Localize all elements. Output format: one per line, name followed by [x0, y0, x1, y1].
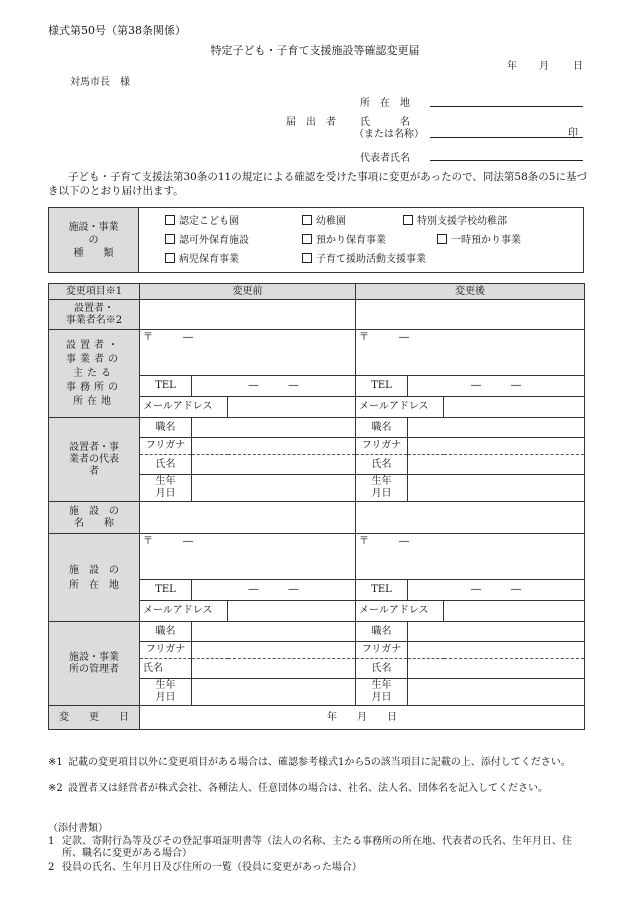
checkbox-icon: [302, 253, 312, 263]
rep-birth-label-after: 生年 月日: [356, 475, 408, 502]
facility-name-before[interactable]: [140, 502, 356, 534]
row-label-facility-name: 施 設 の 名 称: [49, 502, 140, 534]
attachment-item-2: 2 役員の氏名、生年月日及び住所の一覧（役員に変更があった場合）: [48, 862, 362, 873]
rep-birth-label-before: 生年 月日: [140, 475, 192, 502]
form-title: 特定子ども・子育て支援施設等確認変更届: [210, 44, 420, 57]
option-tokubetsu-shien[interactable]: 特別支援学校幼稚部: [403, 212, 507, 231]
row-label-operator-name: 設置者・ 事業者名※2: [49, 300, 140, 330]
option-ichiji-azukari[interactable]: 一時預かり事業: [437, 231, 521, 250]
representative-field[interactable]: [430, 160, 583, 161]
form-number: 様式第50号（第38条関係）: [48, 24, 186, 37]
option-nintei-kodomoen[interactable]: 認定こども園: [165, 212, 239, 231]
rep-furigana-label-after: フリガナ: [356, 438, 408, 455]
name-label-sub: （または名称）: [354, 129, 424, 140]
option-azukari-hoiku[interactable]: 預かり保育事業: [302, 231, 386, 250]
row-label-representative: 設置者・事 業者の代表 者: [49, 418, 140, 502]
office-tel-after[interactable]: ― ―: [408, 376, 585, 397]
checkbox-icon: [165, 253, 175, 263]
row-label-facility-address: 施 設 の 所 在 地: [49, 534, 140, 622]
rep-title-label-after: 職名: [356, 418, 408, 438]
facility-postal-after[interactable]: 〒 ―: [356, 534, 585, 580]
facility-tel-label-before: TEL: [140, 580, 192, 601]
attachment-item-1: 1 定款、寄附行為等及びその登記事項証明書等（法人の名称、主たる事務所の所在地、代表者の氏名、生年月日、住所、職名に変更がある場合）: [48, 836, 572, 859]
rep-furigana-label-before: フリガナ: [140, 438, 192, 455]
row-label-office-address: 設置者・ 事業者の 主たる 事務所の 所在地: [49, 330, 140, 418]
office-mail-label-before: メールアドレス: [140, 397, 228, 418]
facility-tel-before[interactable]: ― ―: [192, 580, 356, 601]
checkbox-icon: [165, 215, 175, 225]
mgr-title-label-after: 職名: [356, 622, 408, 642]
office-tel-label-before: TEL: [140, 376, 192, 397]
mgr-title-after[interactable]: [408, 622, 585, 642]
office-postal-after[interactable]: 〒 ―: [356, 330, 585, 376]
rep-name-label-after: 氏名: [356, 455, 408, 475]
facility-postal-before[interactable]: 〒 ―: [140, 534, 356, 580]
rep-birth-before[interactable]: [192, 475, 356, 502]
col-header-before: 変更前: [140, 284, 356, 300]
facility-mail-label-before: メールアドレス: [140, 601, 228, 622]
col-header-after: 変更後: [356, 284, 585, 300]
mgr-furigana-label-before: フリガナ: [140, 642, 192, 659]
representative-label: 代表者氏名: [360, 153, 410, 164]
rep-name-before[interactable]: [192, 455, 356, 475]
mgr-name-label-before: 氏名: [140, 659, 192, 679]
facility-type-options: [139, 208, 584, 273]
rep-title-after[interactable]: [408, 418, 585, 438]
intro-text: 子ども・子育て支援法第30条の11の規定による確認を受けた事項に変更があったので、同法第58条の5に基づき以下のとおり届け出ます。: [48, 171, 587, 197]
facility-mail-label-after: メールアドレス: [356, 601, 444, 622]
mgr-birth-before[interactable]: [192, 679, 356, 706]
office-mail-before[interactable]: [228, 397, 356, 418]
address-field[interactable]: [430, 106, 583, 107]
operator-name-after[interactable]: [356, 300, 585, 330]
rep-furigana-after[interactable]: [408, 438, 585, 455]
office-mail-label-after: メールアドレス: [356, 397, 444, 418]
facility-type-label: 施設・事業 の 種 類: [49, 208, 139, 273]
change-table: [48, 283, 585, 730]
option-ninkagai-hoiku[interactable]: 認可外保育施設: [165, 231, 249, 250]
mgr-birth-after[interactable]: [408, 679, 585, 706]
name-field[interactable]: [430, 137, 583, 138]
change-date-field[interactable]: 年 月 日: [140, 706, 585, 730]
addressee: 対馬市長 様: [70, 77, 130, 88]
facility-mail-after[interactable]: [444, 601, 585, 622]
checkbox-icon: [165, 234, 175, 244]
rep-title-label-before: 職名: [140, 418, 192, 438]
office-tel-label-after: TEL: [356, 376, 408, 397]
mgr-furigana-after[interactable]: [408, 642, 585, 659]
checkbox-icon: [302, 234, 312, 244]
rep-birth-after[interactable]: [408, 475, 585, 502]
facility-tel-label-after: TEL: [356, 580, 408, 601]
name-label: 氏 名: [360, 117, 410, 128]
rep-name-label-before: 氏名: [140, 455, 192, 475]
checkbox-icon: [403, 215, 413, 225]
mgr-birth-label-after: 生年 月日: [356, 679, 408, 706]
rep-name-after[interactable]: [408, 455, 585, 475]
option-youchien[interactable]: 幼稚園: [302, 212, 346, 231]
checkbox-icon: [437, 234, 447, 244]
note-2: ※2 設置者又は経営者が株式会社、各種法人、任意団体の場合は、社名、法人名、団体名を記入してください。: [48, 783, 548, 794]
mgr-name-before[interactable]: [192, 659, 356, 679]
mgr-furigana-before[interactable]: [192, 642, 356, 659]
office-mail-after[interactable]: [444, 397, 585, 418]
facility-type-table: [48, 207, 584, 273]
rep-furigana-before[interactable]: [192, 438, 356, 455]
operator-name-before[interactable]: [140, 300, 356, 330]
mgr-name-after[interactable]: [408, 659, 585, 679]
option-byouji-hoiku[interactable]: 病児保育事業: [165, 250, 239, 269]
row-label-manager: 施設・事業 所の管理者: [49, 622, 140, 706]
mgr-title-label-before: 職名: [140, 622, 192, 642]
facility-mail-before[interactable]: [228, 601, 356, 622]
checkbox-icon: [302, 215, 312, 225]
date-day-label: 日: [573, 61, 583, 72]
address-label: 所 在 地: [360, 98, 410, 109]
mgr-name-label-after: 氏名: [356, 659, 408, 679]
mgr-title-before[interactable]: [192, 622, 356, 642]
facility-name-after[interactable]: [356, 502, 585, 534]
office-tel-before[interactable]: ― ―: [192, 376, 356, 397]
notifier-label: 届 出 者: [286, 117, 336, 128]
option-kosodate-enjo[interactable]: 子育て援助活動支援事業: [302, 250, 426, 269]
facility-tel-after[interactable]: ― ―: [408, 580, 585, 601]
row-label-change-date: 変 更 日: [49, 706, 140, 730]
date-year-label: 年: [507, 61, 517, 72]
attachments-heading: （添付書類）: [48, 823, 108, 834]
seal-mark: 印: [568, 128, 578, 139]
mgr-furigana-label-after: フリガナ: [356, 642, 408, 659]
note-1: ※1 記載の変更項目以外に変更項目がある場合は、確認参考様式1から5の該当項目に記載の上、添付してください。: [48, 757, 571, 768]
rep-title-before[interactable]: [192, 418, 356, 438]
col-header-item: 変更項目※1: [49, 284, 140, 300]
date-month-label: 月: [539, 61, 549, 72]
office-postal-before[interactable]: 〒 ―: [140, 330, 356, 376]
mgr-birth-label-before: 生年 月日: [140, 679, 192, 706]
